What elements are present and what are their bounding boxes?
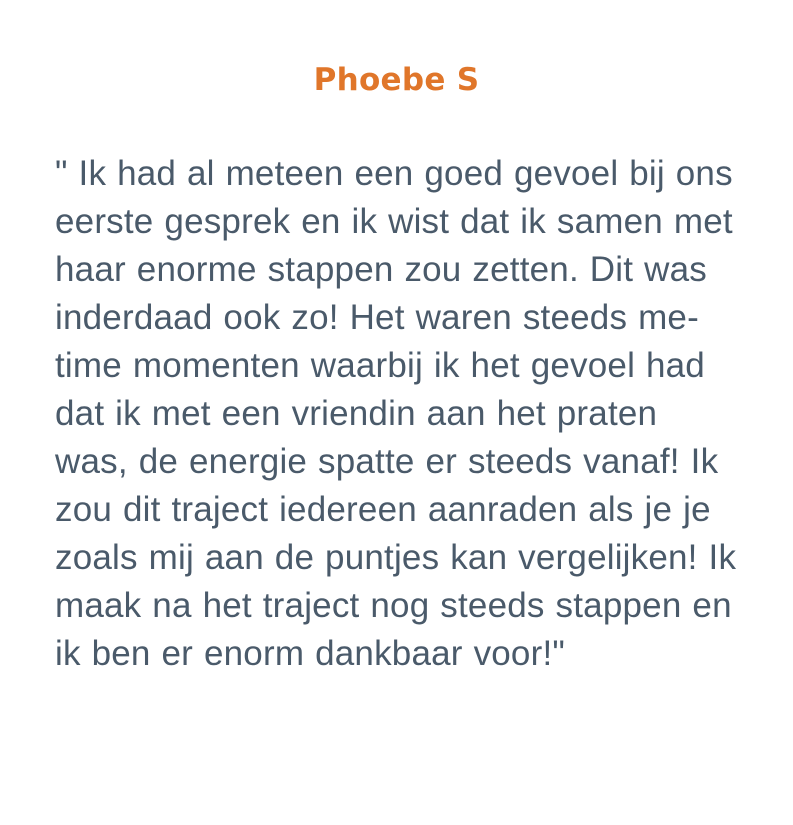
testimonial-quote-text: " Ik had al meteen een goed gevoel bij ons eerste gesprek en ik wist dat ik samen met haar enorme stappen zou zetten. Dit was inderdaad ook zo! Het waren steeds me-time momenten waarbij ik het gevoel had dat ik met een vriendin aan het praten was, de energie spatte er steeds vanaf! Ik zou dit traject iedereen aanraden als je je zoals mij aan de puntjes kan vergelijken! Ik maak na het traject nog steeds stappen en ik ben er enorm dankbaar voor!": [55, 154, 737, 673]
testimonial-author-name: Phoebe S: [313, 62, 480, 98]
